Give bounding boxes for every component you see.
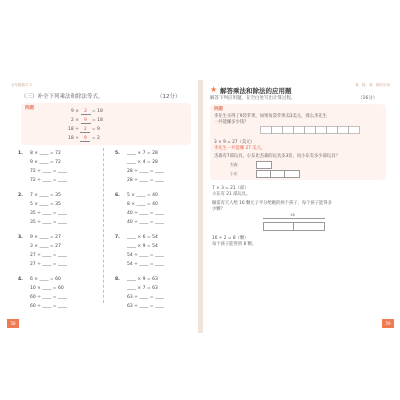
problem-text: 李先生买得了9袋苹果，如果每袋苹果卖3美元，那么李先生 — [214, 114, 327, 119]
question-line[interactable]: 28 ÷ ____ = ____ — [127, 178, 164, 183]
question-line[interactable]: ____ × 7 = 28 — [127, 151, 158, 156]
question-number: 3. — [18, 235, 23, 240]
question-line[interactable]: ____ × 7 = 63 — [127, 286, 158, 291]
question-line[interactable]: 28 ÷ ____ = ____ — [127, 169, 164, 174]
bar-box — [256, 161, 272, 169]
bar-box — [263, 222, 295, 231]
answer-text: 李先生一共能赚 27 美元。 — [214, 146, 266, 151]
example-line: 9 × 2 = 18 — [71, 109, 103, 114]
question-line[interactable]: 27 ÷ ____ = ____ — [30, 262, 67, 267]
question-line[interactable]: 6 × ____ = 60 — [30, 277, 61, 282]
bar-box — [284, 170, 300, 178]
question-line[interactable]: 27 ÷ ____ = ____ — [30, 253, 67, 258]
example-label: 例题 — [25, 106, 34, 111]
instruction-text: 解答下列应用题，在空白处写出计算过程。 — [210, 96, 296, 101]
example-label: 例题 — [214, 107, 223, 112]
question-line[interactable]: 60 ÷ ____ = ____ — [30, 295, 67, 300]
bracket-line — [263, 218, 325, 219]
page-number-right: 59 — [382, 319, 394, 328]
question-line[interactable]: 35 ÷ ____ = ____ — [30, 220, 67, 225]
right-page — [203, 80, 394, 333]
left-page-header: 全年级数学 2 — [11, 83, 32, 87]
question-number: 4. — [18, 277, 23, 282]
question-line[interactable]: 40 ÷ ____ = ____ — [127, 211, 164, 216]
column-divider — [103, 148, 104, 303]
bar-box — [293, 222, 325, 231]
question-line[interactable]: 63 ÷ ____ = ____ — [127, 304, 164, 309]
question-line[interactable]: 40 ÷ ____ = ____ — [127, 220, 164, 225]
section-score: （12分） — [157, 94, 181, 100]
question-line[interactable]: ____ × 4 = 28 — [127, 160, 158, 165]
question-number: 7. — [115, 235, 120, 240]
question-line[interactable]: 8 × ____ = 72 — [30, 151, 61, 156]
question-line[interactable]: 9 × ____ = 72 — [30, 160, 61, 165]
problem-text: 杰森有7部玩具，小东比杰森的玩具多3倍，问小东有多少部玩具？ — [214, 154, 340, 159]
question-number: 1. — [18, 151, 23, 156]
problem-text: 佩雷有天人给 16 颗元子平分给她的两个孩子，每个孩子能得多 — [212, 201, 332, 206]
problem-text: 少颗？ — [212, 207, 225, 212]
question-line[interactable]: 5 × ____ = 40 — [127, 193, 158, 198]
example-box — [21, 103, 191, 145]
example-line: 18 ÷ 2 = 9 — [68, 127, 100, 132]
question-line[interactable]: 8 × ____ = 40 — [127, 202, 158, 207]
page-number-left: 58 — [7, 319, 19, 328]
section-title: （三）补全下列乘法和除法等式。 — [21, 94, 104, 100]
right-page-title: 解答乘法和除法的应用题 — [220, 87, 292, 95]
question-line[interactable]: 72 ÷ ____ = ____ — [30, 178, 67, 183]
problem-text: 一共能赚多少钱？ — [214, 120, 249, 125]
answer-text: 每个孩子能得到 8 颗。 — [212, 242, 257, 247]
bar-label: 小东 — [230, 171, 238, 176]
question-line[interactable]: 5 × ____ = 35 — [30, 202, 61, 207]
question-number: 8. — [115, 277, 120, 282]
question-number: 5. — [115, 151, 120, 156]
question-line[interactable]: 35 ÷ ____ = ____ — [30, 211, 67, 216]
example-box — [210, 104, 386, 180]
question-line[interactable]: 54 ÷ ____ = ____ — [127, 253, 164, 258]
calculation: 7 × 3 = 21（部） — [212, 186, 249, 191]
question-line[interactable]: 60 ÷ ____ = ____ — [30, 304, 67, 309]
question-number: 2. — [18, 193, 23, 198]
total-label: 16 — [290, 212, 295, 217]
question-line[interactable]: 3 × ____ = 27 — [30, 244, 61, 249]
example-line: 18 ÷ 9 = 2 — [68, 136, 100, 141]
calculation: 3 × 9 = 27（美元） — [214, 140, 255, 145]
question-line[interactable]: 72 ÷ ____ = ____ — [30, 169, 67, 174]
example-line: 2 × 9 = 18 — [71, 118, 103, 123]
question-line[interactable]: 7 × ____ = 35 — [30, 193, 61, 198]
right-score: （16分） — [358, 96, 378, 101]
book-spread — [7, 80, 394, 333]
question-line[interactable]: 10 × ____ = 60 — [30, 286, 64, 291]
question-line[interactable]: ____ × 6 = 54 — [127, 235, 158, 240]
right-page-header: 乘、除、乘、除的应用 — [355, 83, 390, 87]
left-page — [7, 80, 198, 333]
bar-model-svg — [260, 126, 360, 135]
question-line[interactable]: 63 ÷ ____ = ____ — [127, 295, 164, 300]
question-line[interactable]: 9 × ____ = 27 — [30, 235, 61, 240]
answer-text: 小东有 21 部玩具。 — [212, 192, 251, 197]
question-line[interactable]: 54 ÷ ____ = ____ — [127, 262, 164, 267]
star-icon: ★ — [210, 85, 218, 94]
question-line[interactable]: ____ × 9 = 63 — [127, 277, 158, 282]
question-number: 6. — [115, 193, 120, 198]
calculation: 16 ÷ 2 = 8（颗） — [212, 236, 249, 241]
bar-label: 杰森 — [230, 162, 238, 167]
question-line[interactable]: ____ × 9 = 54 — [127, 244, 158, 249]
